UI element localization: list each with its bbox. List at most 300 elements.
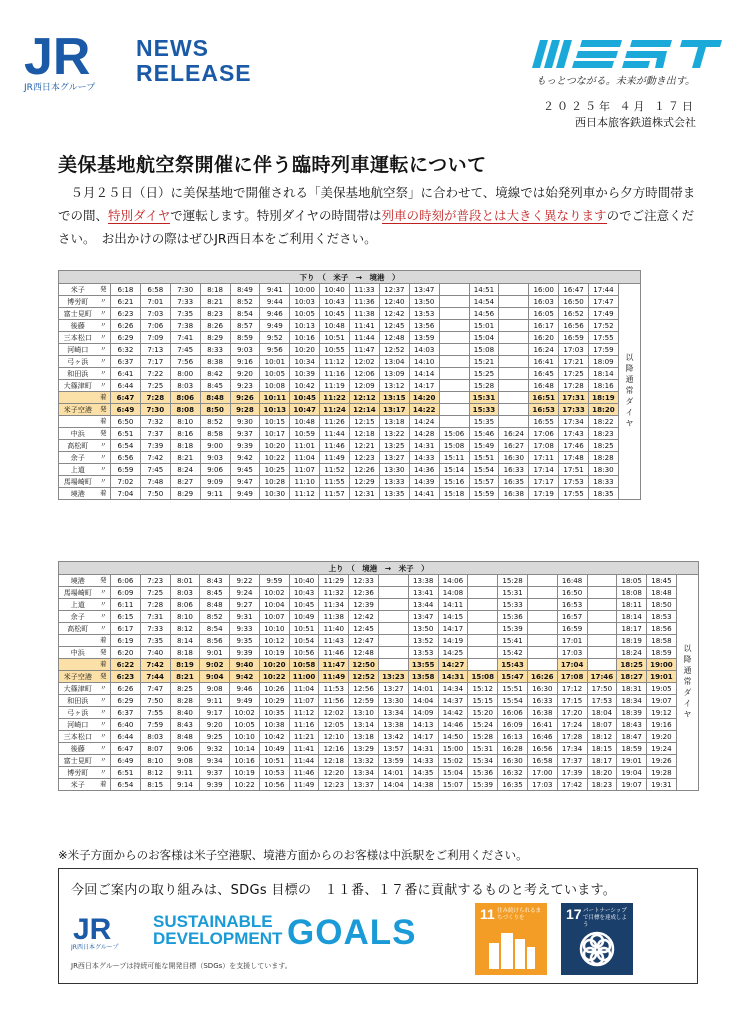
sdg-goal-11-tile: 11 住み続けられるまちづくりを bbox=[475, 903, 547, 975]
west-tagline: もっとつながる。未来が動き出す。 bbox=[536, 76, 695, 87]
time-cell: 16:17 bbox=[529, 320, 559, 332]
time-cell: 9:42 bbox=[230, 452, 260, 464]
time-cell: 6:59 bbox=[111, 464, 141, 476]
time-cell: 6:44 bbox=[111, 731, 141, 743]
time-cell: 8:45 bbox=[200, 380, 230, 392]
time-cell: 8:01 bbox=[170, 575, 200, 587]
time-cell: 19:20 bbox=[647, 731, 677, 743]
time-cell: 16:27 bbox=[499, 440, 529, 452]
time-cell: 8:10 bbox=[170, 611, 200, 623]
table-row bbox=[59, 440, 641, 452]
time-cell: 13:59 bbox=[379, 755, 409, 767]
time-cell: 11:34 bbox=[319, 599, 349, 611]
time-cell: 18:19 bbox=[617, 635, 647, 647]
time-cell: 13:30 bbox=[379, 464, 409, 476]
time-cell: 13:33 bbox=[379, 476, 409, 488]
station-name: 馬場崎町 bbox=[59, 587, 97, 599]
time-cell: 18:47 bbox=[617, 731, 647, 743]
arr-dep-mark: 〃 bbox=[97, 356, 111, 368]
time-cell: 11:01 bbox=[290, 440, 320, 452]
footnote: ※米子方面からのお客様は米子空港駅、境港方面からのお客様は中浜駅をご利用ください。 bbox=[58, 848, 528, 862]
time-cell: 14:37 bbox=[438, 695, 468, 707]
time-cell: 9:28 bbox=[230, 404, 260, 416]
time-cell: 12:52 bbox=[349, 671, 379, 683]
time-cell: 13:42 bbox=[379, 731, 409, 743]
time-cell: 10:34 bbox=[290, 356, 320, 368]
time-cell: 11:46 bbox=[320, 440, 350, 452]
time-cell: 9:11 bbox=[200, 695, 230, 707]
table-row bbox=[59, 380, 641, 392]
time-cell: 18:56 bbox=[647, 623, 677, 635]
table-row bbox=[59, 320, 641, 332]
time-cell bbox=[587, 587, 617, 599]
time-cell: 8:10 bbox=[140, 755, 170, 767]
time-cell: 6:15 bbox=[111, 611, 141, 623]
time-cell bbox=[379, 611, 409, 623]
time-cell: 6:09 bbox=[111, 587, 141, 599]
time-cell: 11:12 bbox=[290, 488, 320, 500]
time-cell: 17:03 bbox=[559, 344, 589, 356]
time-cell: 13:27 bbox=[379, 683, 409, 695]
time-cell: 6:58 bbox=[140, 284, 170, 296]
table-row bbox=[59, 767, 699, 779]
time-cell: 9:41 bbox=[260, 284, 290, 296]
time-cell: 16:56 bbox=[527, 743, 557, 755]
time-cell: 17:11 bbox=[529, 452, 559, 464]
time-cell: 11:22 bbox=[320, 392, 350, 404]
time-cell: 15:04 bbox=[469, 332, 499, 344]
time-cell bbox=[439, 332, 469, 344]
time-cell: 11:49 bbox=[289, 779, 319, 791]
time-cell: 8:50 bbox=[200, 404, 230, 416]
time-cell: 17:04 bbox=[557, 659, 587, 671]
time-cell: 11:07 bbox=[289, 695, 319, 707]
time-cell: 9:47 bbox=[230, 476, 260, 488]
station-name: 富士見町 bbox=[59, 755, 97, 767]
time-cell: 6:26 bbox=[111, 320, 141, 332]
time-cell: 13:50 bbox=[408, 623, 438, 635]
time-cell: 18:17 bbox=[617, 623, 647, 635]
time-cell: 18:33 bbox=[589, 476, 619, 488]
time-cell bbox=[499, 416, 529, 428]
time-cell: 10:54 bbox=[289, 635, 319, 647]
time-cell: 10:11 bbox=[260, 392, 290, 404]
time-cell: 8:43 bbox=[200, 575, 230, 587]
time-cell: 18:09 bbox=[589, 356, 619, 368]
time-cell: 14:10 bbox=[409, 356, 439, 368]
time-cell: 9:39 bbox=[200, 779, 230, 791]
time-cell: 15:25 bbox=[469, 368, 499, 380]
time-cell: 18:28 bbox=[589, 452, 619, 464]
table-row bbox=[59, 647, 699, 659]
time-cell: 14:31 bbox=[438, 671, 468, 683]
time-cell: 12:02 bbox=[350, 356, 380, 368]
time-cell: 11:38 bbox=[319, 611, 349, 623]
time-cell: 15:15 bbox=[468, 695, 498, 707]
table-row bbox=[59, 695, 699, 707]
time-cell: 7:47 bbox=[140, 683, 170, 695]
time-cell: 9:06 bbox=[200, 464, 230, 476]
time-cell: 9:01 bbox=[200, 647, 230, 659]
time-cell: 18:14 bbox=[617, 611, 647, 623]
table-row bbox=[59, 332, 641, 344]
note-after-normal-schedule: 以降通常ダイヤ bbox=[676, 575, 698, 791]
time-cell: 9:11 bbox=[170, 767, 200, 779]
arr-dep-mark: 〃 bbox=[97, 368, 111, 380]
time-cell: 10:20 bbox=[290, 344, 320, 356]
time-cell: 16:38 bbox=[527, 707, 557, 719]
time-cell: 8:26 bbox=[200, 320, 230, 332]
time-cell: 9:59 bbox=[259, 575, 289, 587]
time-cell: 11:49 bbox=[319, 671, 349, 683]
time-cell: 11:19 bbox=[320, 380, 350, 392]
time-cell: 15:47 bbox=[498, 671, 528, 683]
svg-text:JR: JR bbox=[73, 913, 112, 946]
time-cell: 17:21 bbox=[559, 356, 589, 368]
time-cell: 15:02 bbox=[438, 755, 468, 767]
time-cell: 12:33 bbox=[349, 575, 379, 587]
time-cell: 17:24 bbox=[557, 719, 587, 731]
time-cell: 6:51 bbox=[111, 767, 141, 779]
time-cell: 17:47 bbox=[589, 296, 619, 308]
time-cell: 19:00 bbox=[647, 659, 677, 671]
time-cell bbox=[439, 344, 469, 356]
time-cell: 8:59 bbox=[230, 332, 260, 344]
time-cell: 16:50 bbox=[557, 587, 587, 599]
time-cell: 9:52 bbox=[260, 332, 290, 344]
time-cell: 10:19 bbox=[230, 767, 260, 779]
arr-dep-mark: 〃 bbox=[97, 755, 111, 767]
time-cell bbox=[499, 284, 529, 296]
arr-dep-mark: 着 bbox=[97, 635, 111, 647]
time-cell: 14:08 bbox=[438, 587, 468, 599]
station-name: 中浜 bbox=[59, 428, 97, 440]
time-cell: 11:52 bbox=[320, 464, 350, 476]
time-cell: 11:21 bbox=[289, 731, 319, 743]
time-cell: 10:02 bbox=[259, 587, 289, 599]
time-cell bbox=[439, 404, 469, 416]
time-cell: 18:23 bbox=[587, 779, 617, 791]
time-cell: 9:03 bbox=[200, 452, 230, 464]
time-cell: 16:33 bbox=[499, 464, 529, 476]
time-cell: 11:47 bbox=[350, 344, 380, 356]
time-cell: 10:03 bbox=[290, 296, 320, 308]
time-cell: 14:35 bbox=[408, 767, 438, 779]
time-cell: 6:29 bbox=[111, 695, 141, 707]
time-cell: 16:32 bbox=[498, 767, 528, 779]
time-cell: 10:02 bbox=[230, 707, 260, 719]
time-cell: 13:57 bbox=[379, 743, 409, 755]
time-cell: 12:52 bbox=[379, 344, 409, 356]
time-cell: 19:07 bbox=[617, 779, 647, 791]
time-cell bbox=[439, 320, 469, 332]
time-cell: 17:00 bbox=[527, 767, 557, 779]
time-cell bbox=[468, 611, 498, 623]
station-name: 三本松口 bbox=[59, 332, 97, 344]
time-cell: 14:09 bbox=[408, 707, 438, 719]
time-cell: 12:36 bbox=[349, 587, 379, 599]
station-name bbox=[59, 416, 97, 428]
time-cell: 14:54 bbox=[469, 296, 499, 308]
time-cell: 10:42 bbox=[290, 380, 320, 392]
west-logo-icon bbox=[532, 38, 724, 70]
time-cell: 13:55 bbox=[408, 659, 438, 671]
time-cell: 15:39 bbox=[498, 623, 528, 635]
station-name: 富士見町 bbox=[59, 308, 97, 320]
table-row bbox=[59, 296, 641, 308]
time-cell: 10:48 bbox=[320, 320, 350, 332]
station-name bbox=[59, 635, 97, 647]
time-cell: 17:48 bbox=[559, 452, 589, 464]
time-cell: 10:39 bbox=[290, 368, 320, 380]
time-cell: 12:42 bbox=[349, 611, 379, 623]
time-cell: 15:01 bbox=[469, 320, 499, 332]
time-cell: 16:57 bbox=[557, 611, 587, 623]
time-cell: 17:12 bbox=[557, 683, 587, 695]
time-cell: 12:39 bbox=[349, 599, 379, 611]
time-cell bbox=[587, 647, 617, 659]
time-cell: 7:23 bbox=[140, 575, 170, 587]
news-line1: NEWS bbox=[136, 35, 209, 61]
time-cell: 11:56 bbox=[319, 695, 349, 707]
time-cell: 13:34 bbox=[349, 767, 379, 779]
table-row bbox=[59, 623, 699, 635]
time-cell: 9:45 bbox=[230, 464, 260, 476]
time-cell: 15:51 bbox=[498, 683, 528, 695]
time-cell: 16:47 bbox=[559, 284, 589, 296]
time-cell: 18:11 bbox=[617, 599, 647, 611]
table-row bbox=[59, 683, 699, 695]
time-cell: 14:46 bbox=[438, 719, 468, 731]
table-row bbox=[59, 404, 641, 416]
time-cell: 16:52 bbox=[559, 308, 589, 320]
time-cell: 14:41 bbox=[409, 488, 439, 500]
page-title: 美保基地航空祭開催に伴う臨時列車運転について bbox=[58, 154, 487, 176]
time-cell: 7:38 bbox=[170, 320, 200, 332]
time-cell: 17:49 bbox=[589, 308, 619, 320]
time-cell: 9:33 bbox=[230, 623, 260, 635]
time-cell: 8:14 bbox=[170, 635, 200, 647]
time-cell: 8:25 bbox=[170, 683, 200, 695]
time-cell: 7:28 bbox=[140, 599, 170, 611]
time-cell: 17:20 bbox=[557, 707, 587, 719]
time-cell: 10:40 bbox=[289, 575, 319, 587]
time-cell bbox=[439, 296, 469, 308]
time-cell: 18:59 bbox=[617, 743, 647, 755]
time-cell: 6:17 bbox=[111, 623, 141, 635]
time-cell: 19:12 bbox=[647, 707, 677, 719]
time-cell: 16:30 bbox=[527, 683, 557, 695]
arr-dep-mark: 着 bbox=[97, 488, 111, 500]
table-row bbox=[59, 755, 699, 767]
time-cell: 19:31 bbox=[647, 779, 677, 791]
time-cell: 13:14 bbox=[349, 719, 379, 731]
time-cell: 14:27 bbox=[438, 659, 468, 671]
svg-text:JR西日本グループ: JR西日本グループ bbox=[24, 83, 96, 93]
time-cell: 17:55 bbox=[559, 488, 589, 500]
time-cell: 12:21 bbox=[350, 440, 380, 452]
time-cell: 7:28 bbox=[140, 392, 170, 404]
time-cell: 7:09 bbox=[140, 332, 170, 344]
time-cell: 13:56 bbox=[409, 320, 439, 332]
time-cell: 7:33 bbox=[170, 296, 200, 308]
time-cell: 18:27 bbox=[617, 671, 647, 683]
time-cell: 17:31 bbox=[559, 392, 589, 404]
time-cell: 8:42 bbox=[200, 368, 230, 380]
time-cell: 12:29 bbox=[350, 476, 380, 488]
time-cell: 15:36 bbox=[468, 767, 498, 779]
time-cell: 15:28 bbox=[468, 731, 498, 743]
time-cell bbox=[499, 380, 529, 392]
time-cell: 12:40 bbox=[379, 296, 409, 308]
time-cell: 18:20 bbox=[589, 404, 619, 416]
time-cell: 15:20 bbox=[468, 707, 498, 719]
station-name: 弓ヶ浜 bbox=[59, 707, 97, 719]
station-name: 和田浜 bbox=[59, 368, 97, 380]
time-cell: 15:54 bbox=[498, 695, 528, 707]
time-cell: 8:52 bbox=[230, 296, 260, 308]
time-cell: 7:42 bbox=[140, 452, 170, 464]
time-cell: 17:33 bbox=[559, 404, 589, 416]
time-cell: 18:04 bbox=[587, 707, 617, 719]
station-name: 博労町 bbox=[59, 296, 97, 308]
time-cell: 9:08 bbox=[200, 683, 230, 695]
time-cell: 11:26 bbox=[320, 416, 350, 428]
time-cell: 10:35 bbox=[259, 707, 289, 719]
time-cell: 8:03 bbox=[170, 587, 200, 599]
table-row bbox=[59, 452, 641, 464]
table-row bbox=[59, 659, 699, 671]
time-cell: 14:33 bbox=[408, 755, 438, 767]
time-cell: 12:48 bbox=[379, 332, 409, 344]
time-cell: 15:21 bbox=[469, 356, 499, 368]
time-cell: 14:31 bbox=[408, 743, 438, 755]
time-cell: 10:55 bbox=[320, 344, 350, 356]
time-cell: 16:55 bbox=[529, 416, 559, 428]
time-cell bbox=[468, 635, 498, 647]
time-cell: 7:50 bbox=[140, 695, 170, 707]
time-cell: 17:37 bbox=[557, 755, 587, 767]
time-cell: 15:39 bbox=[468, 779, 498, 791]
time-cell: 9:03 bbox=[230, 344, 260, 356]
time-cell: 10:07 bbox=[259, 611, 289, 623]
time-cell: 7:35 bbox=[140, 635, 170, 647]
time-cell: 11:10 bbox=[290, 476, 320, 488]
time-cell bbox=[499, 368, 529, 380]
time-cell: 17:08 bbox=[529, 440, 559, 452]
time-cell: 16:59 bbox=[557, 623, 587, 635]
time-cell bbox=[499, 356, 529, 368]
city-icon bbox=[475, 903, 547, 975]
time-cell: 13:58 bbox=[408, 671, 438, 683]
time-cell: 13:23 bbox=[379, 671, 409, 683]
time-cell bbox=[439, 416, 469, 428]
time-cell: 17:28 bbox=[559, 380, 589, 392]
time-cell bbox=[587, 659, 617, 671]
time-cell: 10:47 bbox=[290, 404, 320, 416]
time-cell bbox=[379, 575, 409, 587]
time-cell: 14:17 bbox=[409, 380, 439, 392]
table-row bbox=[59, 284, 641, 296]
time-cell bbox=[379, 599, 409, 611]
arr-dep-mark: 発 bbox=[97, 284, 111, 296]
time-cell: 18:58 bbox=[647, 635, 677, 647]
time-cell: 12:23 bbox=[350, 452, 380, 464]
time-cell: 18:25 bbox=[589, 440, 619, 452]
arr-dep-mark: 〃 bbox=[97, 344, 111, 356]
time-cell: 13:52 bbox=[408, 635, 438, 647]
time-cell: 14:36 bbox=[409, 464, 439, 476]
time-cell: 8:19 bbox=[170, 659, 200, 671]
time-cell: 8:23 bbox=[200, 308, 230, 320]
table-row bbox=[59, 599, 699, 611]
time-cell: 7:59 bbox=[140, 719, 170, 731]
table-row bbox=[59, 356, 641, 368]
time-cell: 11:49 bbox=[320, 452, 350, 464]
time-cell: 13:41 bbox=[408, 587, 438, 599]
time-cell bbox=[527, 587, 557, 599]
time-cell: 16:48 bbox=[557, 575, 587, 587]
table-row bbox=[59, 488, 641, 500]
time-cell: 8:12 bbox=[140, 767, 170, 779]
time-cell: 12:09 bbox=[350, 380, 380, 392]
time-cell: 8:28 bbox=[170, 695, 200, 707]
time-cell: 16:38 bbox=[499, 488, 529, 500]
time-cell: 9:17 bbox=[200, 707, 230, 719]
time-cell: 18:23 bbox=[589, 428, 619, 440]
table-row bbox=[59, 671, 699, 683]
time-cell: 12:10 bbox=[319, 731, 349, 743]
time-cell: 8:08 bbox=[170, 404, 200, 416]
time-cell: 9:00 bbox=[200, 440, 230, 452]
time-cell: 6:44 bbox=[111, 380, 141, 392]
time-cell: 11:57 bbox=[320, 488, 350, 500]
time-cell: 10:05 bbox=[230, 719, 260, 731]
table-row bbox=[59, 587, 699, 599]
time-cell: 18:30 bbox=[589, 464, 619, 476]
time-cell: 10:59 bbox=[290, 428, 320, 440]
time-cell: 6:32 bbox=[111, 344, 141, 356]
time-cell: 19:26 bbox=[647, 755, 677, 767]
time-cell: 10:10 bbox=[230, 731, 260, 743]
time-cell: 10:15 bbox=[260, 416, 290, 428]
time-cell: 9:39 bbox=[230, 647, 260, 659]
arr-dep-mark: 着 bbox=[97, 659, 111, 671]
time-cell: 13:25 bbox=[379, 440, 409, 452]
time-cell: 17:15 bbox=[557, 695, 587, 707]
time-cell: 16:30 bbox=[499, 452, 529, 464]
time-cell: 8:54 bbox=[200, 623, 230, 635]
time-cell: 15:08 bbox=[469, 344, 499, 356]
arr-dep-mark: 着 bbox=[97, 392, 111, 404]
time-cell: 7:01 bbox=[140, 296, 170, 308]
table-row bbox=[59, 707, 699, 719]
time-cell: 8:03 bbox=[170, 380, 200, 392]
time-cell: 15:46 bbox=[469, 428, 499, 440]
time-cell: 17:03 bbox=[557, 647, 587, 659]
time-cell: 9:42 bbox=[230, 671, 260, 683]
station-name: 高松町 bbox=[59, 623, 97, 635]
time-cell: 15:33 bbox=[498, 599, 528, 611]
time-cell: 14:04 bbox=[408, 695, 438, 707]
arr-dep-mark: 〃 bbox=[97, 464, 111, 476]
arr-dep-mark: 発 bbox=[97, 647, 111, 659]
table-row bbox=[59, 368, 641, 380]
time-cell: 10:04 bbox=[259, 599, 289, 611]
station-name: 後藤 bbox=[59, 743, 97, 755]
time-cell: 15:49 bbox=[469, 440, 499, 452]
time-cell: 13:27 bbox=[379, 452, 409, 464]
